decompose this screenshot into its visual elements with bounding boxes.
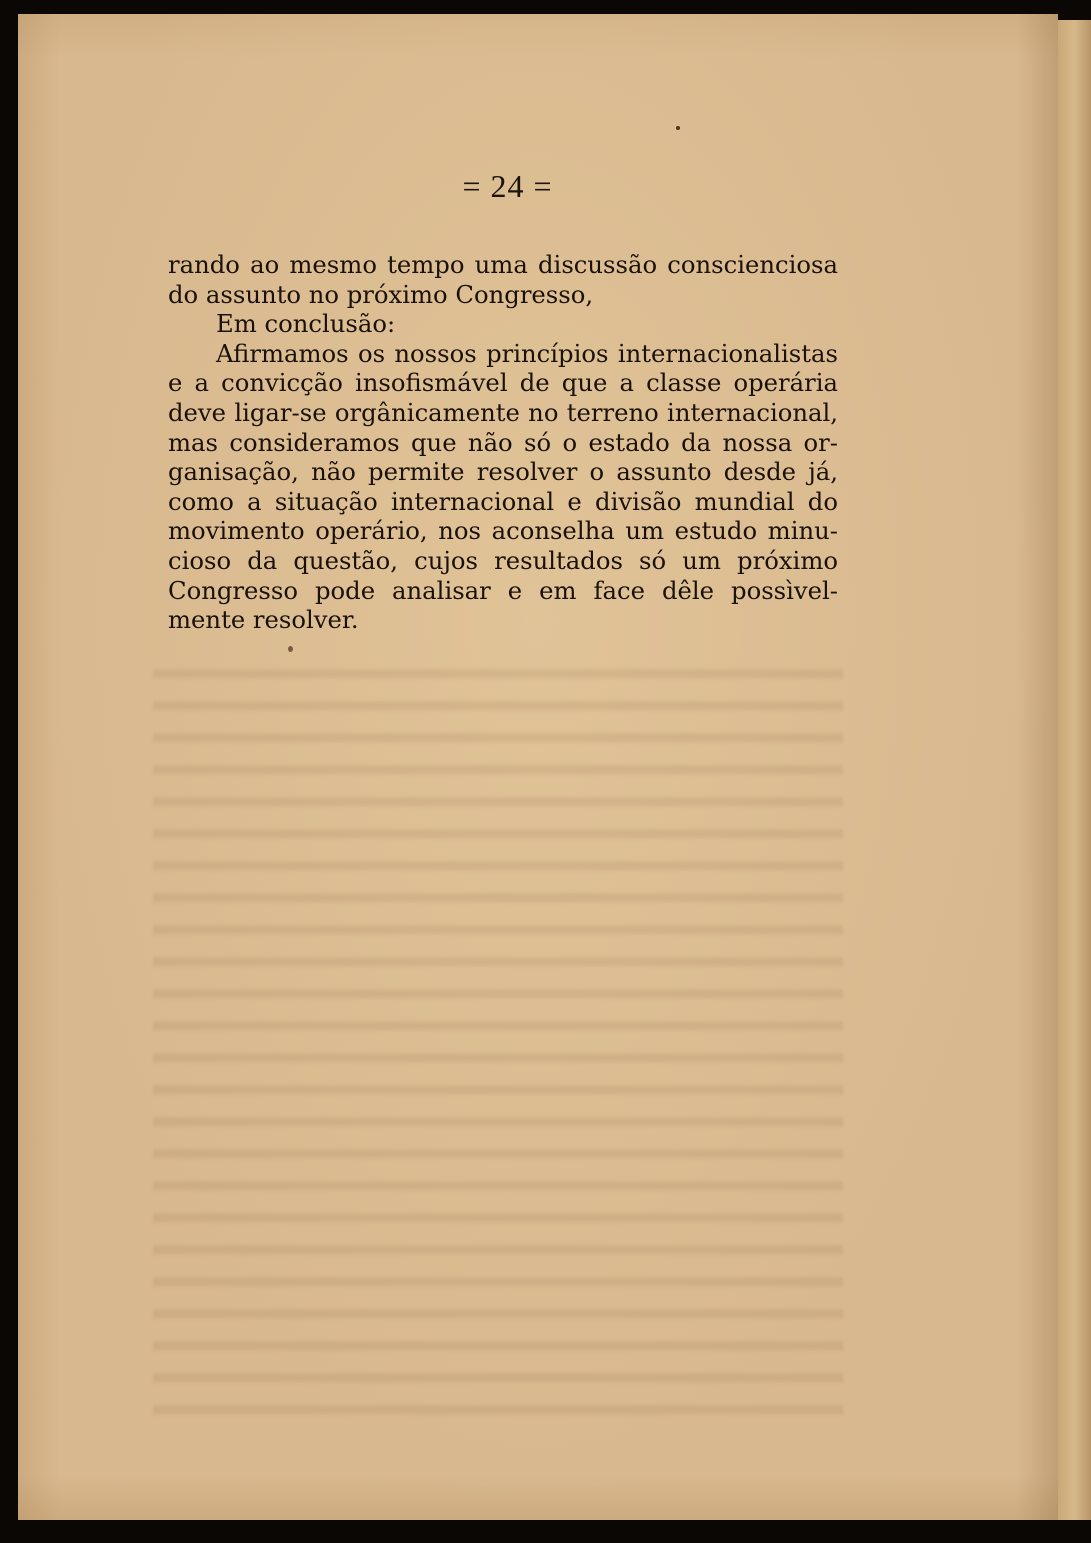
- text-line: rando ao mesmo tempo uma discussão conscienciosa: [168, 250, 838, 279]
- text-line: como a situação internacional e divisão mundial do: [168, 486, 838, 516]
- text-line: mas consideramos que não só o estado da nossa or-: [168, 427, 838, 457]
- paper-speck: [676, 126, 680, 130]
- text-line: mente resolver.: [168, 605, 359, 635]
- paper-speck: [288, 646, 293, 652]
- text-line: movimento operário, nos aconselha um estudo minu-: [168, 516, 838, 546]
- page-number: = 24 =: [462, 168, 553, 204]
- text-line: e a convicção insofismável de que a classe operária: [168, 368, 838, 398]
- book-page: [18, 14, 1058, 1520]
- text-line: Em conclusão:: [216, 309, 396, 339]
- text-line: cioso da questão, cujos resultados só um próximo: [168, 545, 838, 575]
- page-body-text: [168, 250, 838, 635]
- show-through-text: [153, 654, 843, 1424]
- text-line: ganisação, não permite resolver o assunto desde já,: [168, 457, 838, 487]
- text-line: deve ligar-se orgânicamente no terreno internacional,: [168, 397, 838, 427]
- text-line: do assunto no próximo Congresso,: [168, 279, 594, 309]
- text-line: Congresso pode analisar e em face dêle possìvel-: [168, 575, 838, 605]
- text-line: Afirmamos os nossos princípios internacionalistas: [216, 338, 838, 368]
